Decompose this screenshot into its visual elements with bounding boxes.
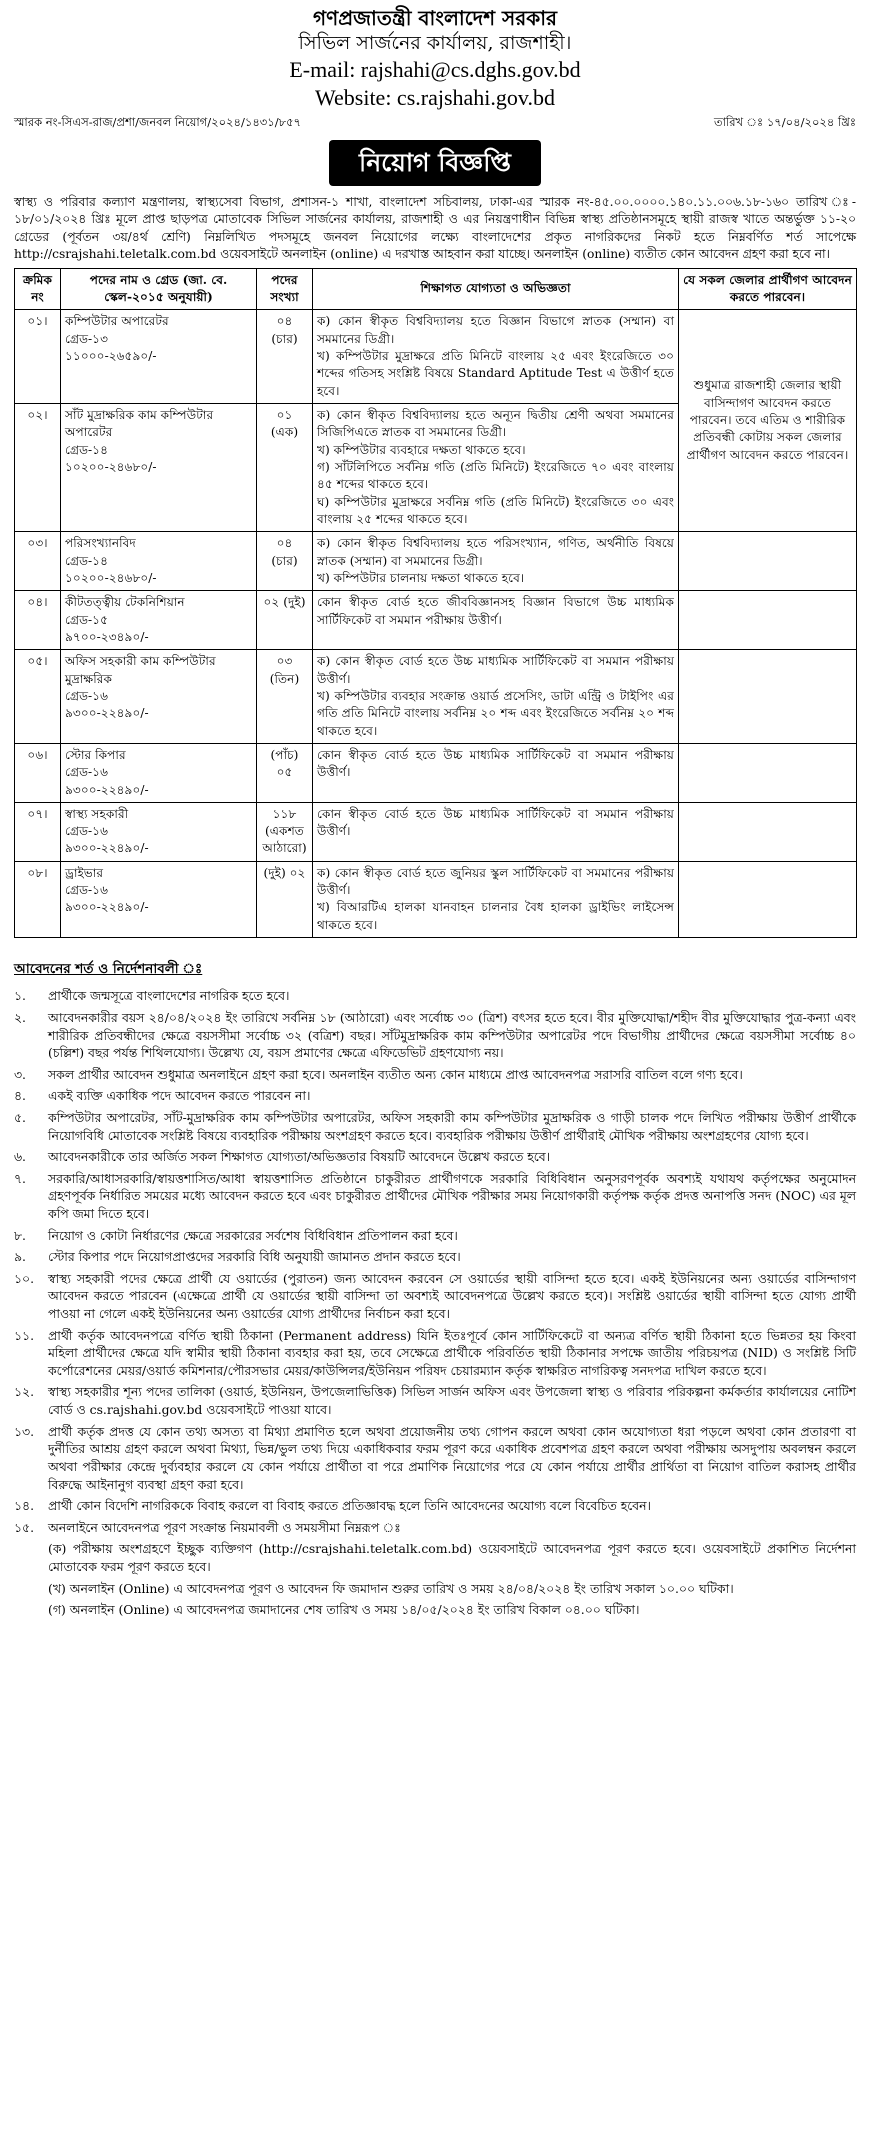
post-grade: গ্রেড-১৬ — [65, 883, 108, 898]
count-cell — [257, 532, 313, 591]
condition-item — [14, 1170, 856, 1223]
qualification-line: কোন স্বীকৃত বোর্ড হতে উচ্চ মাধ্যমিক সার্টিফিকেট বা সমমান পরীক্ষায় উত্তীর্ণ। — [317, 806, 674, 839]
post-count: ০৩ — [276, 654, 293, 669]
qualification-cell — [313, 403, 679, 531]
col-qualification: শিক্ষাগত যোগ্যতা ও অভিজ্ঞতা — [313, 268, 679, 310]
post-name: অফিস সহকারী কাম কম্পিউটার মুদ্রাক্ষরিক — [65, 654, 216, 686]
count-cell — [257, 802, 313, 861]
condition-number: ১. — [14, 988, 26, 1004]
post-name: সাঁট মুদ্রাক্ষরিক কাম কম্পিউটার অপারেটর — [65, 407, 214, 440]
post-count: ০২ (দুই) — [263, 595, 306, 610]
page-title: নিয়োগ বিজ্ঞপ্তি — [329, 140, 541, 186]
serial-cell: ০৪। — [15, 591, 61, 650]
post-count: ০৪ — [276, 536, 293, 551]
post-count: (দুই) ০২ — [263, 865, 306, 880]
condition-number: ৩. — [14, 1066, 26, 1082]
condition-text: প্রার্থী কর্তৃক প্রদত্ত যে কোন তথ্য অসত্য বা মিথ্যা প্রমাণিত হলে অথবা প্রয়োজনীয় তথ্য গোপন করলে অথবা কোন অযোগ্যতা ধরা পড়লে অথবা কোন প্রতারণা বা দুর্নীতির আশ্রয় গ্রহণ করলে অথবা মিথ্যা, ভিন্ন/ভুল তথ্য দিয়ে একাধিকবার ফরম পূরণ করে একাধিক প্রবেশপত্র গ্রহণ করলে অথবা পরীক্ষায় অসদুপায় অবলম্বন করলে অথবা পরীক্ষার কেন্দ্রে দুর্ব্যবহার করলে যে কোন পর্যায়ে প্রার্থীতা বা পরে প্রমাণিক নিয়োগের পরে যে কোন পর্যায়ে প্রার্থীর প্রার্থিতা বা নিয়োগ বাতিল করাসহ প্রার্থীর বিরুদ্ধে আইনানুগ ব্যবস্থা গ্রহণ করা হবে। — [48, 1423, 856, 1492]
condition-item — [14, 1009, 856, 1062]
table-row — [15, 532, 857, 591]
post-name: স্বাস্থ্য সহকারী — [65, 806, 129, 821]
post-name: কীটতত্ত্বীয় টেকনিশিয়ান — [65, 595, 185, 610]
post-count-words: (চার) — [271, 553, 298, 568]
qualification-cell — [313, 802, 679, 861]
condition-item — [14, 1270, 856, 1323]
post-cell — [61, 403, 257, 531]
header — [14, 6, 856, 112]
post-count-words: (এক) — [270, 425, 299, 440]
qualification-cell — [313, 861, 679, 937]
serial-cell: ০১। — [15, 310, 61, 404]
qualification-line: খ) বিআরটিএ হালকা যানবাহন চালনার বৈধ হালকা ড্রাইভিং লাইসেন্স থাকতে হবে। — [317, 900, 674, 932]
condition-item — [14, 1423, 856, 1493]
condition-item — [14, 1066, 856, 1084]
qualification-line: কোন স্বীকৃত বোর্ড হতে জীববিজ্ঞানসহ বিজ্ঞান বিভাগে উচ্চ মাধ্যমিক সার্টিফিকেট বা সমমান পরীক্ষায় উত্তীর্ণ। — [317, 595, 674, 627]
serial-cell: ০৭। — [15, 802, 61, 861]
office-name: সিভিল সার্জনের কার্যালয়, রাজশাহী। — [298, 32, 572, 54]
table-header-row — [15, 268, 857, 310]
condition-number: ৯. — [14, 1249, 26, 1265]
online-step-text: (গ) অনলাইন (Online) এ আবেদনপত্র জমাদানের শেষ তারিখ ও সময় ১৪/০৫/২০২৪ ইং তারিখ বিকাল ০৪.০০ ঘটিকা। — [48, 1602, 640, 1618]
count-cell — [257, 310, 313, 404]
count-cell — [257, 591, 313, 650]
post-cell — [61, 532, 257, 591]
post-count-words: (একশত আঠারো) — [262, 824, 307, 856]
table-row — [15, 802, 857, 861]
condition-item — [14, 1497, 856, 1515]
condition-item — [14, 1327, 856, 1380]
condition-text: স্বাস্থ্য সহকারী পদের ক্ষেত্রে প্রার্থী যে ওয়ার্ডের (পুরাতন) জন্য আবেদন করবেন সে ওয়ার্ডের স্থায়ী বাসিন্দা হতে হবে। একই ইউনিয়নের অন্য ওয়ার্ডের বাসিন্দাগণ আবেদন করতে পারবেন (এক্ষেত্রে প্রার্থী যে ওয়ার্ডের স্থায়ী বাসিন্দা তা অবশ্যই আবেদনপত্রে উল্লেখ করতে হবে)। সংশ্লিষ্ট ওয়ার্ডের স্থায়ী বাসিন্দা হতে যোগ্য প্রার্থী পাওয়া না গেলে একই ইউনিয়নের অন্য ওয়ার্ডের যোগ্য প্রার্থীদের নির্বাচন করা হবে। — [48, 1270, 856, 1322]
qualification-line: ঘ) কম্পিউটার মুদ্রাক্ষরে সর্বনিম্ন গতি (প্রতি মিনিটে) ইংরেজিতে ৩০ এবং বাংলায় ২৫ শব্দের থাকতে হবে। — [317, 494, 674, 526]
memo-row — [14, 114, 856, 130]
count-cell — [257, 650, 313, 744]
table-row — [15, 650, 857, 744]
post-grade: গ্রেড-১৬ — [65, 688, 108, 703]
conditions-list — [14, 987, 856, 1619]
post-scale: ৯৩০০-২২৪৯০/- — [65, 706, 149, 721]
post-cell — [61, 802, 257, 861]
condition-text: কম্পিউটার অপারেটর, সাঁট-মুদ্রাক্ষরিক কাম কম্পিউটার অপারেটর, অফিস সহকারী কাম কম্পিউটার মুদ্রাক্ষরিক ও গাড়ী চালক পদে লিখিত পরীক্ষায় উত্তীর্ণ প্রার্থীকে নিয়োগবিধি মোতাবেক সংশ্লিষ্ট বিষয়ে ব্যবহারিক পরীক্ষায় অংশগ্রহণ করতে হবে। ব্যবহারিক পরীক্ষায় উত্তীর্ণ প্রার্থীরাই মৌখিক পরীক্ষায় অংশগ্রহণের যোগ্য হবে। — [48, 1109, 856, 1143]
posts-table — [14, 268, 857, 938]
condition-text: আবেদনকারীকে তার অর্জিত সকল শিক্ষাগত যোগ্যতা/অভিজ্ঞতার বিষয়টি আবেদনে উল্লেখ করতে হবে। — [48, 1149, 551, 1165]
table-row — [15, 591, 857, 650]
condition-number: ১৩. — [14, 1423, 35, 1439]
qualification-cell — [313, 310, 679, 404]
post-count: ০১ — [276, 407, 293, 422]
post-grade: গ্রেড-১৫ — [65, 612, 108, 627]
condition-number: ৬. — [14, 1149, 26, 1165]
qualification-line: ক) কোন স্বীকৃত বিশ্ববিদ্যালয় হতে বিজ্ঞান বিভাগে স্নাতক (সম্মান) বা সমমানের ডিগ্রী। — [317, 314, 674, 346]
condition-text: প্রার্থী কর্তৃক আবেদনপত্রে বর্ণিত স্থায়ী ঠিকানা (Permanent address) যিনি ইতঃপূর্বে কোন সার্টিফিকেটে বা অন্যত্র বর্ণিত স্থায়ী ঠিকানা হতে ভিন্নতর হয় কিংবা মহিলা প্রার্থীদের ক্ষেত্রে যদি স্বামীর স্থায়ী ঠিকানা ব্যবহার করা হয়, তবে সেক্ষেত্রে প্রার্থীকে পরিবর্তিত স্থায়ী ঠিকানার সপক্ষে জাতীয় পরিচয়পত্র (NID) ও সংশ্লিষ্ট সিটি কর্পোরেশনের মেয়র/ওয়ার্ড কমিশনার/পৌরসভার মেয়র/কাউন্সিলর/ইউনিয়ন পরিষদ চেয়ারম্যান কর্তৃক স্বাক্ষরিত নাগরিকত্ব সনদপত্র দাখিল করতে হবে। — [48, 1327, 856, 1378]
col-serial: ক্রমিক নং — [15, 268, 61, 310]
conditions-title: আবেদনের শর্ত ও নির্দেশনাবলী ঃ — [14, 961, 203, 978]
condition-number: ১১. — [14, 1327, 35, 1343]
serial-cell: ০২। — [15, 403, 61, 531]
table-row — [15, 861, 857, 937]
qualification-line: খ) কম্পিউটার চালনায় দক্ষতা থাকতে হবে। — [317, 570, 525, 585]
email-line: E-mail: rajshahi@cs.dghs.gov.bd — [289, 56, 581, 82]
condition-number: ১০. — [14, 1270, 35, 1286]
qualification-cell — [313, 591, 679, 650]
post-scale: ১১০০০-২৬৫৯০/- — [65, 348, 157, 363]
eligibility-empty-cell — [679, 591, 857, 650]
serial-cell: ০৬। — [15, 743, 61, 802]
condition-text: প্রার্থীকে জন্মসূত্রে বাংলাদেশের নাগরিক হতে হবে। — [48, 988, 290, 1004]
qualification-cell — [313, 743, 679, 802]
qualification-line: ক) কোন স্বীকৃত বোর্ড হতে উচ্চ মাধ্যমিক সার্টিফিকেট বা সমমান পরীক্ষায় উত্তীর্ণ। — [317, 654, 674, 686]
post-name: ড্রাইভার — [65, 865, 104, 880]
condition-item — [14, 1109, 856, 1144]
post-scale: ৯৩০০-২২৪৯০/- — [65, 782, 149, 797]
count-cell — [257, 743, 313, 802]
eligibility-cell: শুধুমাত্র রাজশাহী জেলার স্থায়ী বাসিন্দাগণ আবেদন করতে পারবেন। তবে এতিম ও শারীরিক প্রতিবন্ধী কোটায় সকল জেলার প্রার্থীগণ আবেদন করতে পারবেন। — [679, 310, 857, 532]
condition-item — [14, 1227, 856, 1245]
col-post: পদের নাম ও গ্রেড (জা. বে. স্কেল-২০১৫ অনুযায়ী) — [61, 268, 257, 310]
serial-cell: ০৮। — [15, 861, 61, 937]
govt-name: গণপ্রজাতন্ত্রী বাংলাদেশ সরকার — [313, 6, 557, 30]
condition-text: সকল প্রার্থীর আবেদন শুধুমাত্র অনলাইনে গ্রহণ করা হবে। অনলাইন ব্যতীত অন্য কোন মাধ্যমে প্রাপ্ত আবেদনপত্র সরাসরি বাতিল বলে গণ্য হবে। — [48, 1066, 743, 1082]
qualification-line: ক) কোন স্বীকৃত বোর্ড হতে জুনিয়র স্কুল সার্টিফিকেট বা সমমানের পরীক্ষায় উত্তীর্ণ। — [317, 865, 674, 898]
post-count: (পাঁচ) — [270, 747, 299, 762]
qualification-cell — [313, 650, 679, 744]
condition-text: স্টোর কিপার পদে নিয়োগপ্রাপ্তদের সরকারি বিধি অনুযায়ী জামানত প্রদান করতে হবে। — [48, 1249, 461, 1265]
post-count: ০৪ — [276, 314, 293, 329]
eligibility-empty-cell — [679, 802, 857, 861]
post-grade: গ্রেড-১৪ — [65, 442, 108, 457]
condition-item — [14, 1087, 856, 1105]
condition-number: ৪. — [14, 1088, 26, 1104]
post-cell — [61, 743, 257, 802]
post-grade: গ্রেড-১৪ — [65, 553, 108, 568]
memo-date: তারিখ ঃ ১৭/০৪/২০২৪ খ্রিঃ — [713, 115, 856, 129]
intro-paragraph: স্বাস্থ্য ও পরিবার কল্যাণ মন্ত্রণালয়, স্বাস্থ্যসেবা বিভাগ, প্রশাসন-১ শাখা, বাংলাদেশ সচিবালয়, ঢাকা-এর স্মারক নং-৪৫.০০.০০০০.১৪০.১১.০০৬.১৮-১৬০ তারিখ ঃ- ১৮/০১/২০২৪ খ্রিঃ মূলে প্রাপ্ত ছাড়পত্র মোতাবেক সিভিল সার্জনের কার্যালয়, রাজশাহী ও এর নিয়ন্ত্রণাধীন বিভিন্ন স্বাস্থ্য প্রতিষ্ঠানসমূহে স্থায়ী রাজস্ব খাতে অন্তর্ভুক্ত ১১-২০ গ্রেডের (পূর্বতন ৩য়/৪র্থ শ্রেণি) নিম্নলিখিত পদসমূহে জনবল নিয়োগের লক্ষ্যে বাংলাদেশের প্রকৃত নাগরিকদের নিকট হতে নিম্নবর্ণিত শর্ত সাপেক্ষে http://csrajshahi.teletalk.com.bd ওয়েবসাইটে অনলাইন (online) এ দরখাস্ত আহবান করা যাচ্ছে। অনলাইন (online) ব্যতীত কোন আবেদন গ্রহণ করা হবে না। — [14, 194, 856, 262]
col-eligibility: যে সকল জেলার প্রার্থীগণ আবেদন করতে পারবেন। — [679, 268, 857, 310]
table-row — [15, 310, 857, 404]
condition-item — [14, 987, 856, 1005]
post-name: স্টোর কিপার — [65, 747, 126, 762]
post-cell — [61, 650, 257, 744]
eligibility-empty-cell — [679, 743, 857, 802]
qualification-line: কোন স্বীকৃত বোর্ড হতে উচ্চ মাধ্যমিক সার্টিফিকেট বা সমমান পরীক্ষায় উত্তীর্ণ। — [317, 747, 674, 780]
eligibility-empty-cell — [679, 861, 857, 937]
post-grade: গ্রেড-১৬ — [65, 824, 108, 839]
post-cell — [61, 310, 257, 404]
post-count-words: (তিন) — [269, 671, 300, 686]
condition-text: স্বাস্থ্য সহকারীর শূন্য পদের তালিকা (ওয়ার্ড, ইউনিয়ন, উপজেলাভিত্তিক) সিভিল সার্জন অফিস এবং উপজেলা স্বাস্থ্য ও পরিবার পরিকল্পনা কর্মকর্তার কার্যালয়ের নোটিশ বোর্ড ও cs.rajshahi.gov.bd ওয়েবসাইটে পাওয়া যাবে। — [48, 1384, 856, 1418]
table-row — [15, 743, 857, 802]
post-scale: ৯৩০০-২২৪৯০/- — [65, 841, 149, 856]
condition-number: ১৫. — [14, 1519, 35, 1535]
condition-item — [14, 1519, 856, 1537]
qualification-line: গ) সাঁটলিপিতে সর্বনিম্ন গতি (প্রতি মিনিটে) ইংরেজিতে ৭০ এবং বাংলায় ৪৫ শব্দের থাকতে হবে। — [317, 459, 674, 492]
post-scale: ৯৭০০-২৩৪৯০/- — [65, 629, 149, 644]
qualification-line: ক) কোন স্বীকৃত বিশ্ববিদ্যালয় হতে পরিসংখ্যান, গণিত, অর্থনীতি বিষয়ে স্নাতক (সম্মান) বা সমমানের ডিগ্রী। — [317, 536, 674, 568]
qualification-line: খ) কম্পিউটার মুদ্রাক্ষরে প্রতি মিনিটে বাংলায় ২৫ এবং ইংরেজিতে ৩০ শব্দের গতিসহ সংশ্লিষ্ট বিষয়ে Standard Aptitude Test এ উত্তীর্ণ হতে হবে। — [317, 348, 674, 398]
serial-cell: ০৫। — [15, 650, 61, 744]
condition-number: ২. — [14, 1009, 26, 1025]
post-name: পরিসংখ্যানবিদ — [65, 536, 136, 551]
condition-number: ৭. — [14, 1170, 26, 1186]
memo-number: স্মারক নং-সিএস-রাজ/প্রশা/জনবল নিয়োগ/২০২৪/১৪৩১/৮৫৭ — [14, 115, 302, 129]
eligibility-empty-cell — [679, 532, 857, 591]
online-step-text: (খ) অনলাইন (Online) এ আবেদনপত্র পূরণ ও আবেদন ফি জমাদান শুরুর তারিখ ও সময় ২৪/০৪/২০২৪ ইং তারিখ সকাল ১০.০০ ঘটিকা। — [48, 1580, 734, 1596]
qualification-cell — [313, 532, 679, 591]
condition-item — [14, 1148, 856, 1166]
condition-text: অনলাইনে আবেদনপত্র পূরণ সংক্রান্ত নিয়মাবলী ও সময়সীমা নিম্নরূপ ঃ — [48, 1519, 401, 1535]
condition-item — [14, 1248, 856, 1266]
condition-text: সরকারি/আধাসরকারি/স্বায়ত্তশাসিত/আধা স্বায়ত্তশাসিত প্রতিষ্ঠানে চাকুরীরত প্রার্থীগণকে সরকারি বিধিবিধান অনুসরণপূর্বক অবশ্যই যথাযথ কর্তৃপক্ষের অনুমোদন গ্রহণপূর্বক নির্ধারিত সময়ের মধ্যে আবেদন করতে হবে এবং চাকুরীরত প্রার্থীদের মৌখিক পরীক্ষার সময় নিয়োগকারী কর্তৃপক্ষ কর্তৃক প্রদত্ত অনাপত্তি সনদ (NOC) এর মূল কপি জমা দিতে হবে। — [48, 1170, 856, 1221]
condition-number: ১২. — [14, 1384, 35, 1400]
qualification-line: ক) কোন স্বীকৃত বিশ্ববিদ্যালয় হতে অন্যূন দ্বিতীয় শ্রেণী অথবা সমমানের সিজিপিএতে স্নাতক বা সমমানের ডিগ্রী। — [317, 407, 674, 440]
condition-number: ৫. — [14, 1109, 26, 1125]
website-line: Website: cs.rajshahi.gov.bd — [315, 84, 555, 110]
online-step — [14, 1580, 856, 1598]
post-count-words: ০৫ — [276, 765, 293, 780]
post-scale: ১০২০০-২৪৬৮০/- — [65, 459, 157, 474]
online-step — [14, 1540, 856, 1575]
qualification-line: খ) কম্পিউটার ব্যবহার সংক্রান্ত ওয়ার্ড প্রসেসিং, ডাটা এন্ট্রি ও টাইপিং এর গতি প্রতি মিনিটে বাংলায় সর্বনিম্ন ২০ শব্দ এবং ইংরেজিতে সর্বনিম্ন ২০ শব্দ থাকতে হবে। — [317, 688, 674, 738]
condition-text: নিয়োগ ও কোটা নির্ধারণের ক্ষেত্রে সরকারের সর্বশেষ বিধিবিধান প্রতিপালন করা হবে। — [48, 1227, 458, 1243]
count-cell — [257, 861, 313, 937]
condition-text: প্রার্থী কোন বিদেশি নাগরিককে বিবাহ করলে বা বিবাহ করতে প্রতিজ্ঞাবদ্ধ হলে তিনি আবেদনের অযোগ্য বলে বিবেচিত হবেন। — [48, 1498, 651, 1514]
condition-number: ১৪. — [14, 1498, 35, 1514]
post-cell — [61, 591, 257, 650]
post-grade: গ্রেড-১৬ — [65, 765, 108, 780]
eligibility-empty-cell — [679, 650, 857, 744]
condition-number: ৮. — [14, 1227, 26, 1243]
condition-text: একই ব্যক্তি একাধিক পদে আবেদন করতে পারবেন না। — [48, 1088, 311, 1104]
post-scale: ১০২০০-২৪৬৮০/- — [65, 570, 157, 585]
col-count: পদের সংখ্যা — [257, 268, 313, 310]
post-scale: ৯৩০০-২২৪৯০/- — [65, 900, 149, 915]
count-cell — [257, 403, 313, 531]
online-step-text: (ক) পরীক্ষায় অংশগ্রহণে ইচ্ছুক ব্যক্তিগণ (http://csrajshahi.teletalk.com.bd) ওয়েবসাইটে আবেদনপত্র পূরণ করতে হবে। ওয়েবসাইটে প্রকাশিত নির্দেশনা মোতাবেক ফরম পূরণ করতে হবে। — [48, 1541, 856, 1574]
condition-item — [14, 1383, 856, 1418]
post-name: কম্পিউটার অপারেটর — [65, 314, 169, 329]
qualification-line: খ) কম্পিউটার ব্যবহারে দক্ষতা থাকতে হবে। — [317, 442, 526, 457]
serial-cell: ০৩। — [15, 532, 61, 591]
post-grade: গ্রেড-১৩ — [65, 331, 108, 346]
post-cell — [61, 861, 257, 937]
post-count-words: (চার) — [271, 331, 298, 346]
online-step — [14, 1601, 856, 1619]
post-count: ১১৮ — [272, 806, 297, 821]
condition-text: আবেদনকারীর বয়স ২৪/০৪/২০২৪ ইং তারিখে সর্বনিম্ন ১৮ (আঠারো) এবং সর্বোচ্চ ৩০ (ত্রিশ) বৎসর হতে হবে। বীর মুক্তিযোদ্ধা/শহীদ বীর মুক্তিযোদ্ধার পুত্র-কন্যা এবং শারীরিক প্রতিবন্ধীদের ক্ষেত্রে বয়সসীমা সর্বোচ্চ ৩২ (বত্রিশ) বছর। সাঁটমুদ্রাক্ষরিক কাম কম্পিউটার অপারেটর পদে বিভাগীয় প্রার্থীদের ক্ষেত্রে বয়সসীমা সর্বোচ্চ ৪০ (চল্লিশ) বছর পর্যন্ত শিথিলযোগ্য। উল্লেখ্য যে, বয়স প্রমাণের ক্ষেত্রে এফিডেভিট গ্রহণযোগ্য নয়। — [48, 1009, 856, 1061]
